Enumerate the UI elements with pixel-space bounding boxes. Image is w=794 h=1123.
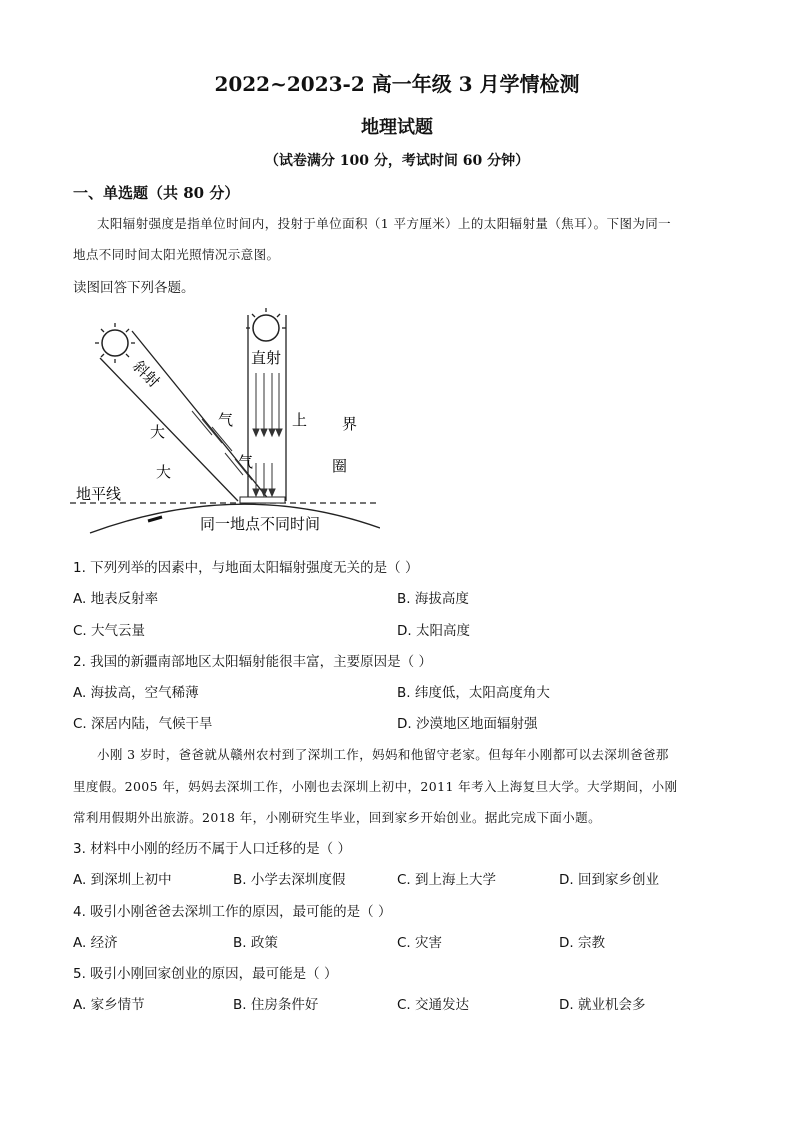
question-1-stem: 1. 下列列举的因素中，与地面太阳辐射强度无关的是（ ） [73, 560, 419, 576]
atmo-label-da1: 大 [150, 425, 166, 441]
q1-option-c[interactable]: C. 大气云量 [73, 623, 146, 639]
q4-option-a[interactable]: A. 经济 [73, 935, 118, 951]
direct-arrows [253, 373, 282, 496]
atmo-label-qi2: 气 [238, 455, 254, 471]
q4-option-d[interactable]: D. 宗教 [559, 935, 605, 951]
q1-option-b[interactable]: B. 海拔高度 [397, 591, 469, 607]
atmo-label-qi1: 气 [218, 413, 234, 429]
atmo-label-da2: 大 [156, 465, 172, 481]
question-2-stem: 2. 我国的新疆南部地区太阳辐射能很丰富，主要原因是（ ） [73, 654, 432, 670]
exam-title: 2022~2023-2 高一年级 3 月学情检测 [214, 72, 580, 96]
q2-option-b[interactable]: B. 纬度低，太阳高度角大 [397, 685, 550, 701]
question-5-stem: 5. 吸引小刚回家创业的原因，最可能是（ ） [73, 966, 338, 982]
q2-option-c[interactable]: C. 深居内陆，气候干旱 [73, 716, 213, 732]
q3-option-a[interactable]: A. 到深圳上初中 [73, 872, 172, 888]
passage2-line1: 小刚 3 岁时，爸爸就从赣州农村到了深圳工作，妈妈和他留守老家。但每年小刚都可以去深圳爸爸那 [97, 747, 669, 762]
q2-option-a[interactable]: A. 海拔高，空气稀薄 [73, 685, 199, 701]
question-4-stem: 4. 吸引小刚爸爸去深圳工作的原因，最可能的是（ ） [73, 904, 392, 920]
direct-sun-icon [246, 308, 286, 341]
exam-note: （试卷满分 100 分，考试时间 60 分钟） [264, 153, 530, 169]
q5-option-d[interactable]: D. 就业机会多 [559, 997, 646, 1013]
atmo-label-quan: 圈 [332, 459, 348, 475]
direct-beam [248, 315, 286, 501]
oblique-beam [100, 331, 270, 501]
sunlight-diagram [70, 303, 380, 538]
q5-option-b[interactable]: B. 住房条件好 [233, 997, 319, 1013]
atmo-label-jie: 界 [342, 417, 358, 433]
oblique-sun-icon [95, 323, 135, 363]
passage1-instruction: 读图回答下列各题。 [73, 280, 195, 296]
q1-option-d[interactable]: D. 太阳高度 [397, 623, 470, 639]
passage1-line1: 太阳辐射强度是指单位时间内，投射于单位面积（1 平方厘米）上的太阳辐射量（焦耳）。下图为同一 [97, 216, 672, 231]
passage2-line3: 常利用假期外出旅游。2018 年，小刚研究生毕业，回到家乡开始创业。据此完成下面小题。 [73, 810, 601, 825]
q5-option-a[interactable]: A. 家乡情节 [73, 997, 145, 1013]
horizon-label: 地平线 [76, 486, 122, 503]
direct-label: 直射 [251, 351, 282, 367]
q3-option-b[interactable]: B. 小学去深圳度假 [233, 872, 346, 888]
q1-option-a[interactable]: A. 地表反射率 [73, 591, 159, 607]
subject-title: 地理试题 [361, 117, 433, 138]
q4-option-c[interactable]: C. 灾害 [397, 935, 443, 951]
q2-option-d[interactable]: D. 沙漠地区地面辐射强 [397, 716, 538, 732]
q4-option-b[interactable]: B. 政策 [233, 935, 278, 951]
q3-option-c[interactable]: C. 到上海上大学 [397, 872, 497, 888]
figure-caption: 同一地点不同时间 [200, 516, 321, 533]
oblique-label: 斜射 [129, 358, 162, 392]
passage2-line2: 里度假。2005 年，妈妈去深圳工作，小刚也去深圳上初中，2011 年考入上海复旦大学。大学期间，小刚 [73, 779, 678, 794]
passage1-line2: 地点不同时间太阳光照情况示意图。 [73, 247, 280, 262]
q3-option-d[interactable]: D. 回到家乡创业 [559, 872, 659, 888]
section-heading: 一、单选题（共 80 分） [73, 184, 240, 202]
q5-option-c[interactable]: C. 交通发达 [397, 997, 470, 1013]
atmo-label-shang: 上 [292, 413, 308, 429]
question-3-stem: 3. 材料中小刚的经历不属于人口迁移的是（ ） [73, 841, 351, 857]
